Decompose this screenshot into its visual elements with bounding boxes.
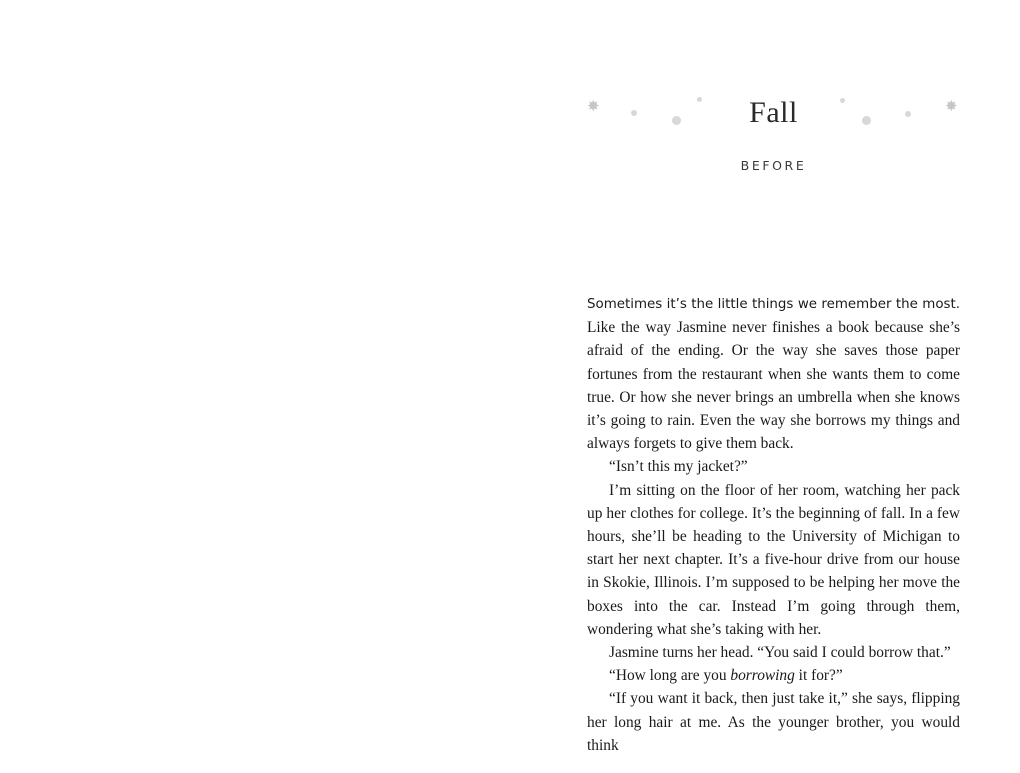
paragraph-5-emphasis: borrowing bbox=[730, 667, 795, 685]
paragraph-1-lead: Sometimes it’s the little things we remember the most. bbox=[587, 297, 960, 312]
paragraph-1-rest: Like the way Jasmine never finishes a book because she’s afraid of the ending. Or the way she saves those paper fortunes from the restaurant when she wants them to come true. Or how she never brings an umbrella when she knows it’s going to rain. Even the way she borrows my things and always forgets to give them back. bbox=[587, 319, 960, 453]
dot-icon-right-1 bbox=[840, 98, 845, 103]
chapter-header bbox=[587, 0, 960, 200]
body-text bbox=[587, 292, 960, 757]
paragraph-6: “If you want it back, then just take it,” she says, flipping her long hair at me. As the younger brother, you would think bbox=[587, 690, 960, 754]
text-column bbox=[587, 0, 960, 773]
chapter-subtitle: BEFORE bbox=[740, 158, 807, 173]
paragraph-5-before: “How long are you bbox=[609, 667, 731, 685]
paragraph-4: Jasmine turns her head. “You said I could borrow that.” bbox=[609, 644, 951, 662]
chapter-title: Fall bbox=[749, 96, 798, 129]
sparkle-icon-left-outer: ✸ bbox=[587, 99, 600, 115]
dot-icon-right-3 bbox=[905, 111, 911, 117]
sparkle-icon-right-outer: ✸ bbox=[945, 99, 958, 115]
paragraph-2: “Isn’t this my jacket?” bbox=[609, 458, 748, 476]
paragraph-3: I’m sitting on the floor of her room, watching her pack up her clothes for college. It’s the beginning of fall. In a few hours, she’ll be heading to the University of Michigan to start her next chapter. It’s a five-hour drive from our house in Skokie, Illinois. I’m supposed to be helping her move the boxes into the car. Instead I’m going through them, wondering what she’s taking with her. bbox=[587, 481, 960, 638]
paragraph-5-after: it for?” bbox=[794, 667, 843, 685]
paragraph-1 bbox=[587, 292, 960, 455]
dot-icon-right-2 bbox=[862, 116, 871, 125]
paragraph-5 bbox=[587, 664, 960, 687]
